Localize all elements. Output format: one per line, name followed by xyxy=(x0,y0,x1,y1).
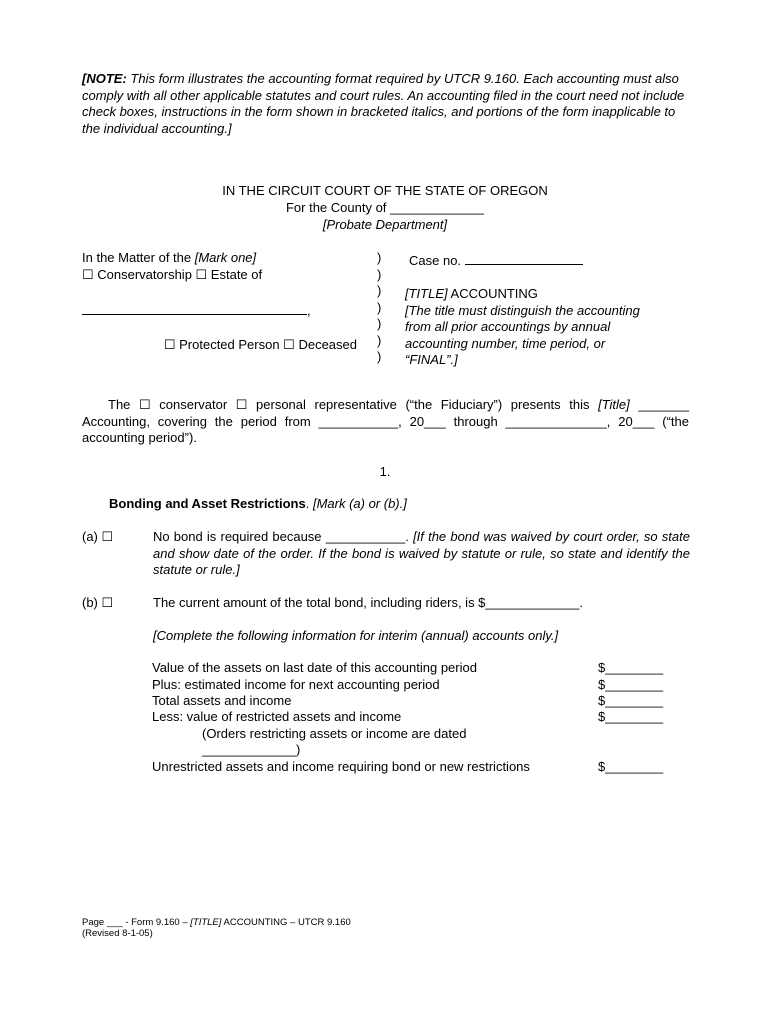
court-name: IN THE CIRCUIT COURT OF THE STATE OF OREGON xyxy=(222,183,548,198)
person-options[interactable]: ☐ Protected Person ☐ Deceased xyxy=(163,336,357,352)
footer-suffix: ACCOUNTING – UTCR 9.160 xyxy=(221,917,351,928)
form-note xyxy=(82,71,692,137)
name-line[interactable] xyxy=(82,300,372,320)
item-a-label[interactable]: (a) ☐ xyxy=(82,529,114,544)
asset-label: Plus: estimated income for next accounting period xyxy=(152,677,440,692)
item-a-text xyxy=(153,529,690,579)
asset-label: Value of the assets on last date of this accounting period xyxy=(152,660,477,675)
case-label: Case no. xyxy=(409,253,462,268)
court-heading xyxy=(85,183,685,200)
paren: ) xyxy=(377,332,382,348)
case-number-line xyxy=(405,250,685,270)
department-line xyxy=(85,217,685,234)
title-note: [The title must distinguish the accounting xyxy=(405,302,640,318)
note-text: This form illustrates the accounting format required by UTCR 9.160. Each accounting must also comply with all other applicable statutes and court rules. An accounting filed in the court need not include check boxes, instructions in the form shown in bracketed italics, and portions of the form inapplicable to the individual accounting.] xyxy=(82,71,685,136)
item-a-italic: [If the bond was waived by court order, so state and show date of the order. If the bond is waived by statute or rule, so state and identify the statute or rule.] xyxy=(153,529,690,577)
paren: ) xyxy=(377,266,382,282)
caption-left xyxy=(82,250,372,353)
orders-date-field[interactable]: _____________) xyxy=(202,742,301,757)
matter-options[interactable]: ☐ Conservatorship ☐ Estate of xyxy=(82,266,263,282)
name-blank[interactable] xyxy=(82,300,307,315)
footer-line1 xyxy=(82,917,351,928)
department-text: [Probate Department] xyxy=(322,217,448,232)
footer-italic: [TITLE] xyxy=(190,917,222,928)
asset-value-field[interactable]: $________ xyxy=(598,660,664,675)
case-number-field[interactable] xyxy=(465,250,583,265)
title-note: “FINAL”.] xyxy=(405,352,458,367)
interim-note: [Complete the following information for interim (annual) accounts only.] xyxy=(153,628,559,643)
asset-row xyxy=(152,709,672,726)
item-a-main: No bond is required because ___________. xyxy=(153,529,414,544)
item-b-text: The current amount of the total bond, including riders, is $_____________. xyxy=(153,595,584,610)
unrestricted-row xyxy=(152,759,672,776)
paren: ) xyxy=(377,283,382,298)
county-line xyxy=(85,200,685,217)
intro-part2: _______ Accounting, covering the period from ___________, 20___ through ______________, 20___ (“the accounting period”). xyxy=(82,397,689,445)
footer-prefix: Page ___ - Form 9.160 – xyxy=(82,917,191,928)
caption-divider xyxy=(377,250,387,366)
caption-right xyxy=(405,250,685,369)
title-italic: [TITLE] xyxy=(405,286,448,301)
note-prefix: [NOTE: xyxy=(82,71,127,86)
orders-line: (Orders restricting assets or income are dated xyxy=(202,726,467,741)
title-note: accounting number, time period, or xyxy=(405,335,606,351)
section-number: 1. xyxy=(379,464,391,479)
paren: ) xyxy=(377,299,382,315)
unrestricted-value-field[interactable]: $________ xyxy=(598,759,664,774)
asset-label: Less: value of restricted assets and income xyxy=(152,709,402,724)
county-text: For the County of _____________ xyxy=(285,200,485,215)
item-b-label[interactable]: (b) ☐ xyxy=(82,595,114,610)
paren: ) xyxy=(377,316,382,331)
asset-value-field[interactable]: $________ xyxy=(598,693,664,708)
section-heading-rest: . xyxy=(305,496,313,511)
section-heading-bold: Bonding and Asset Restrictions xyxy=(109,496,306,511)
title-line xyxy=(405,286,685,303)
matter-line xyxy=(82,250,372,267)
intro-part1: The ☐ conservator ☐ personal representative (“the Fiduciary”) presents this xyxy=(108,397,599,412)
matter-italic: [Mark one] xyxy=(194,250,257,265)
asset-row xyxy=(152,677,672,694)
asset-value-field[interactable]: $________ xyxy=(598,677,664,692)
paren: ) xyxy=(377,349,382,364)
title-text: ACCOUNTING xyxy=(447,286,538,301)
footer-revised: (Revised 8-1-05) xyxy=(82,928,153,939)
section-heading-italic: [Mark (a) or (b).] xyxy=(312,496,407,511)
unrestricted-label: Unrestricted assets and income requiring bond or new restrictions xyxy=(152,759,530,774)
title-note: from all prior accountings by annual xyxy=(405,319,611,334)
intro-italic: [Title] xyxy=(598,397,630,412)
paren: ) xyxy=(377,250,382,265)
asset-row xyxy=(152,693,672,710)
name-suffix: , xyxy=(307,303,311,318)
matter-prefix: In the Matter of the xyxy=(82,250,195,265)
page-footer xyxy=(82,917,351,939)
intro-paragraph xyxy=(82,397,689,447)
asset-row xyxy=(152,660,672,677)
section-heading xyxy=(109,496,407,513)
asset-value-field[interactable]: $________ xyxy=(598,709,664,724)
asset-label: Total assets and income xyxy=(152,693,292,708)
